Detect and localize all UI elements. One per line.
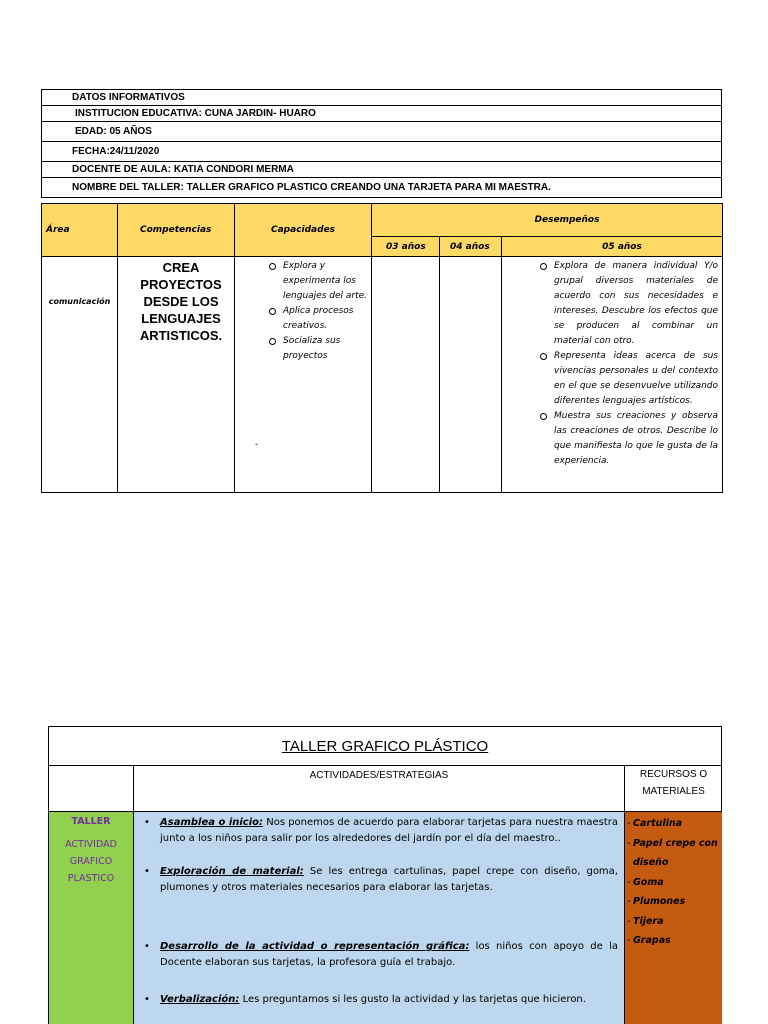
material-item: - Cartulina (627, 814, 719, 834)
institucion-field: INSTITUCION EDUCATIVA: CUNA JARDIN- HUARO (42, 106, 722, 122)
actividades-cell (134, 812, 624, 1024)
anos3-label: 03 años (386, 241, 426, 252)
desempeno-item: Explora de manera individual Y/o grupal diversos materiales de acuerdo con sus necesidades e intereses. Descubre los efectos que se producen al combinar un material con otro. (538, 259, 718, 349)
planificacion-table (41, 203, 723, 493)
area-cell (42, 257, 118, 493)
taller-title: TALLER GRAFICO PLÁSTICO (49, 727, 721, 766)
datos-informativos-table (41, 89, 722, 198)
dash-mark: - (255, 439, 258, 449)
actividad-label: ACTIVIDAD (65, 839, 117, 850)
actividad-text: Les preguntamos si les gusto la actividad y las tarjetas que hicieron. (239, 994, 586, 1005)
competencia-value: CREA PROYECTOS DESDE LOS LENGUAJES ARTISTICOS. (139, 260, 223, 343)
actividad-label: Asamblea o inicio: (160, 817, 264, 828)
anos4-header (440, 237, 502, 257)
actividad-item: • Exploración de material: Se les entrega cartulinas, papel crepe con diseño, goma, plumones y otros materiales necesarios para elaborar las tarjetas. (144, 866, 618, 893)
anos5-label: 05 años (602, 241, 642, 252)
anos4-cell (440, 257, 502, 493)
actividad-text: los niños con apoyo de la Docente elaboran sus tarjetas, la profesora guía el trabajo. (160, 941, 618, 968)
edad-field: EDAD: 05 AÑOS (42, 122, 722, 142)
plastico-label: PLASTICO (67, 873, 115, 884)
anos3-header (372, 237, 440, 257)
datos-informativos-heading: DATOS INFORMATIVOS (42, 90, 722, 106)
area-value: comunicación (48, 297, 111, 306)
competencias-header-label: Competencias (140, 225, 212, 235)
material-item: - Goma (627, 873, 719, 893)
actividades-header: ACTIVIDADES/ESTRATEGIAS (309, 770, 449, 781)
recursos-header-line2: MATERIALES (642, 786, 705, 797)
materiales-list (627, 814, 719, 951)
taller-label-cell (49, 812, 133, 1024)
area-header-label: Área (46, 225, 70, 235)
actividad-text: Nos ponemos de acuerdo para elaborar tarjetas para nuestra maestra junto a los niños para salir por los alrededores del jardín por el día del maestro.. (160, 817, 618, 844)
recursos-header-line1: RECURSOS O (639, 769, 708, 780)
area-header (42, 204, 118, 257)
actividad-label: Verbalización: (160, 994, 240, 1005)
capacidad-item: Explora y experimenta los lenguajes del arte. (267, 259, 367, 304)
taller-label: TALLER (71, 816, 111, 827)
capacidad-item: Socializa sus proyectos (267, 334, 367, 364)
actividad-text: Se les entrega cartulinas, papel crepe con diseño, goma, plumones y otros materiales necesarios para elaborar las tarjetas. (160, 866, 618, 893)
anos3-cell (372, 257, 440, 493)
materiales-cell (625, 812, 722, 1024)
desempenos-cell (502, 257, 723, 493)
grafico-label: GRAFICO (69, 856, 113, 867)
anos5-header (502, 237, 723, 257)
actividad-label: Desarrollo de la actividad o representación gráfica: (160, 941, 470, 952)
desempenos-list (502, 257, 722, 469)
desempeno-item: Muestra sus creaciones y observa las creaciones de otros. Describe lo que manifiesta lo que le gusta de la experiencia. (538, 409, 718, 469)
actividad-item: • Verbalización: Les preguntamos si les gusto la actividad y las tarjetas que hicieron. (144, 994, 586, 1005)
actividad-label: Exploración de material: (160, 866, 304, 877)
material-item: - Papel crepe con diseño (627, 834, 719, 873)
taller-table (48, 726, 722, 1024)
docente-field: DOCENTE DE AULA: KATIA CONDORI MERMA (42, 162, 722, 178)
capacidades-header-label: Capacidades (271, 225, 336, 235)
material-item: - Plumones (627, 892, 719, 912)
material-item: - Tijera (627, 912, 719, 932)
capacidad-item: Aplica procesos creativos. (267, 304, 367, 334)
competencia-cell (118, 257, 235, 493)
capacidades-list (231, 257, 371, 364)
capacidades-cell (235, 257, 372, 493)
nombre-taller-field: NOMBRE DEL TALLER: TALLER GRAFICO PLASTICO CREANDO UNA TARJETA PARA MI MAESTRA. (42, 178, 722, 198)
recursos-header (625, 765, 722, 811)
desempenos-header (372, 204, 723, 237)
actividad-item: • Desarrollo de la actividad o representación gráfica: los niños con apoyo de la Docente elaboran sus tarjetas, la profesora guía el trabajo. (144, 941, 618, 968)
anos4-label: 04 años (450, 241, 490, 252)
competencias-header (118, 204, 235, 257)
desempeno-item: Representa ideas acerca de sus vivencias personales u del contexto en el que se desenvuelve utilizando diferentes lenguajes artísticos. (538, 349, 718, 409)
material-item: - Grapas (627, 931, 719, 951)
capacidades-header (235, 204, 372, 257)
fecha-field: FECHA:24/11/2020 (42, 142, 722, 162)
desempenos-header-label: Desempeños (534, 215, 600, 225)
actividad-item: • Asamblea o inicio: Nos ponemos de acuerdo para elaborar tarjetas para nuestra maestra junto a los niños para salir por los alrededores del jardín por el día del maestro.. (144, 817, 618, 844)
